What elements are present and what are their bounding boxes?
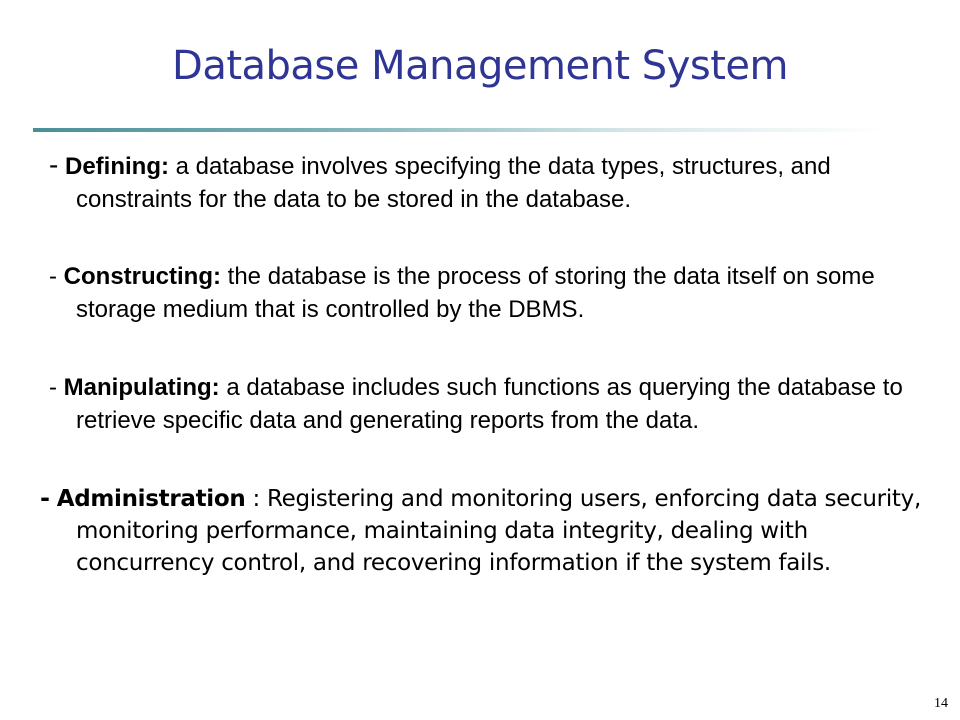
bullet-dash: - xyxy=(49,263,57,290)
bullet-constructing xyxy=(49,260,936,326)
bullet-text: the database is the process of storing the data itself on some storage medium that is controlled by the DBMS. xyxy=(76,263,875,323)
slide-title: Database Management System xyxy=(172,43,788,89)
bullet-text: : Registering and monitoring users, enforcing data security, monitoring performance, maintaining data integrity, dealing with concurrency control, and recovering information if the system fails. xyxy=(76,486,921,576)
bullet-text: a database includes such functions as querying the database to retrieve specific data and generating reports from the data. xyxy=(76,374,903,434)
bullet-dash: - xyxy=(49,374,57,401)
bullet-term: Manipulating: xyxy=(63,374,220,401)
bullet-term: Defining: xyxy=(65,153,169,180)
bullet-term: Administration xyxy=(56,486,246,512)
bullet-dash: - xyxy=(49,149,59,180)
bullet-manipulating xyxy=(49,371,936,437)
bullet-term: Constructing: xyxy=(63,263,221,290)
title-divider xyxy=(33,128,883,132)
page-number: 14 xyxy=(934,696,948,711)
bullet-defining xyxy=(49,148,936,216)
bullet-administration xyxy=(40,482,936,579)
bullet-dash: - xyxy=(40,484,50,512)
bullet-text: a database involves specifying the data types, structures, and constraints for the data to be stored in the database. xyxy=(76,153,831,213)
